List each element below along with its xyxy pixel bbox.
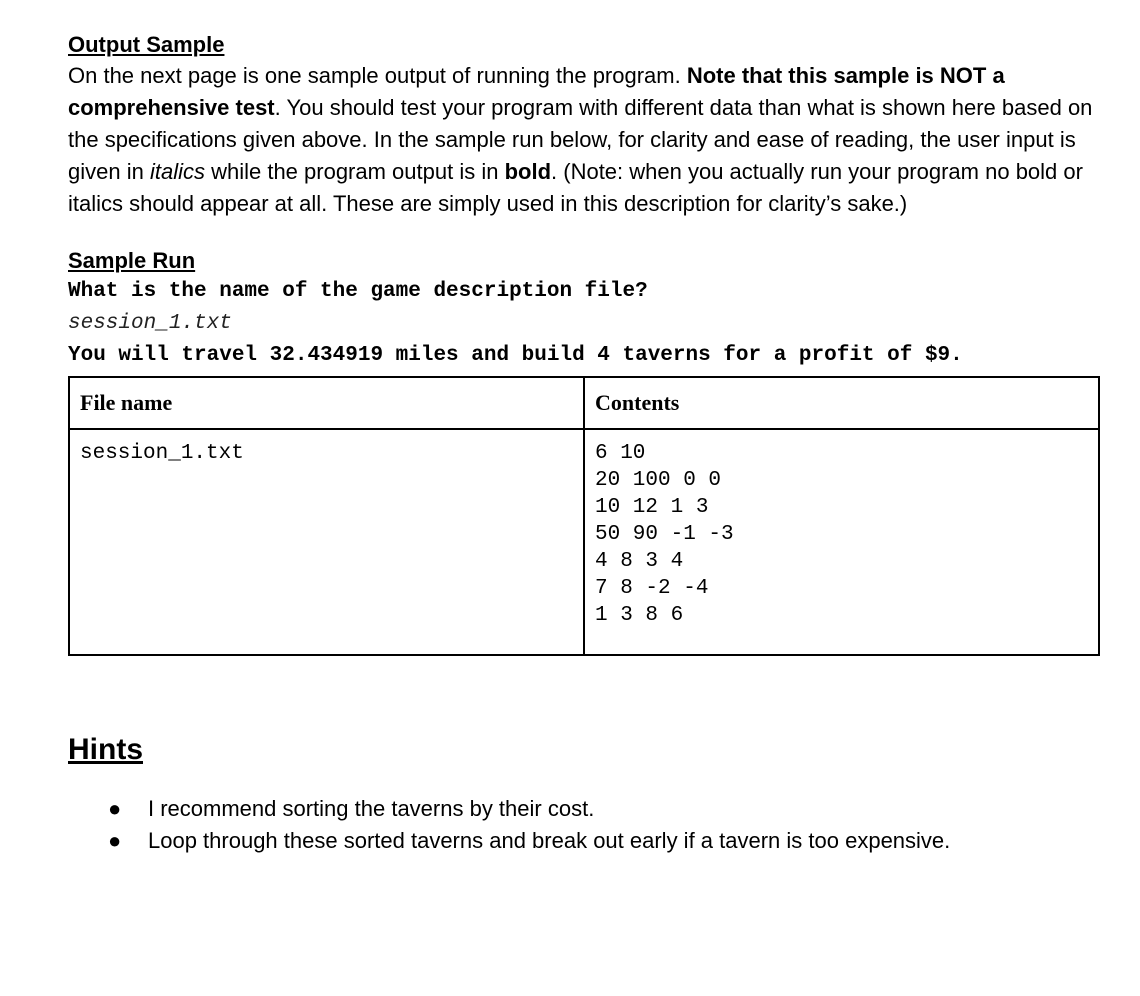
bullet-icon: ● (108, 795, 122, 821)
contents-line: 10 12 1 3 (595, 496, 709, 519)
contents-line: 50 90 -1 -3 (595, 523, 734, 546)
output-sample-heading: Output Sample (68, 32, 225, 57)
contents-line: 20 100 0 0 (595, 469, 722, 492)
paragraph-bold-note: Note that this sample is NOT a comprehensive test (68, 63, 1005, 120)
file-name-cell: session_1.txt (69, 429, 584, 655)
program-result: You will travel 32.434919 miles and build 4 taverns for a profit of $9. (68, 344, 963, 367)
output-sample-paragraph (68, 60, 1100, 220)
paragraph-italic-word: italics (149, 159, 205, 184)
file-name-header: File name (69, 377, 584, 429)
document-page (68, 30, 1100, 857)
contents-line: 4 8 3 4 (595, 550, 684, 573)
hints-list (68, 793, 1100, 857)
contents-line: 6 10 (595, 442, 646, 465)
hint-text: I recommend sorting the taverns by their cost. (148, 795, 595, 821)
paragraph-text-1: On the next page is one sample output of running the program. (68, 63, 687, 88)
file-table-header-row (69, 377, 1099, 429)
paragraph-text-2: . You should test your program with different data than what is shown here based on the specifications given above. In the sample run below, for clarity and ease of reading, the user input is given in (68, 95, 1093, 184)
program-prompt: What is the name of the game description file? (68, 280, 648, 303)
contents-header: Contents (584, 377, 1099, 429)
paragraph-text-3: while the program output is in (204, 159, 505, 184)
contents-line: 7 8 -2 -4 (595, 577, 709, 600)
table-row (69, 429, 1099, 655)
file-table (68, 376, 1100, 656)
contents-line: 1 3 8 6 (595, 604, 684, 627)
paragraph-bold-word: bold (504, 159, 552, 184)
list-item (108, 793, 1100, 825)
sample-run-heading: Sample Run (68, 248, 196, 273)
contents-cell (584, 429, 1099, 655)
hints-heading: Hints (68, 733, 143, 766)
hint-text: Loop through these sorted taverns and break out early if a tavern is too expensive. (148, 827, 951, 853)
list-item (108, 825, 1100, 857)
bullet-icon: ● (108, 827, 122, 853)
paragraph-text-4: . (Note: when you actually run your program no bold or italics should appear at all. These are simply used in this description for clarity’s sake.) (68, 159, 1083, 216)
user-input: session_1.txt (68, 312, 232, 335)
